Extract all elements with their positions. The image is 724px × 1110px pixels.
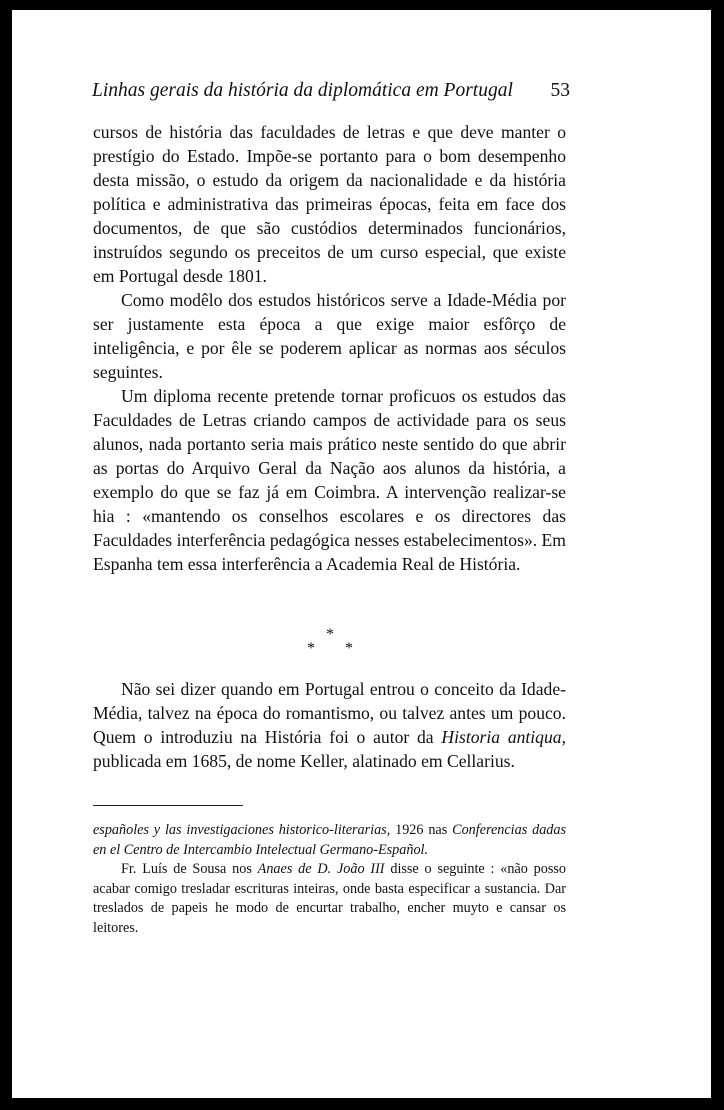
footnote-2 [93,860,566,938]
asterism [302,626,362,666]
paragraph-4 [93,677,566,773]
footnote-1-italic-a: españoles y las investigaciones historico-literarias [93,822,387,838]
running-title: Linhas gerais da história da diplomática em Portugal [92,80,513,101]
paragraph-4-text-b: , publicada em 1685, de nome Keller, alatinado em Cellarius. [93,727,566,771]
footnote-2-text-b: disse o seguinte : «não posso acabar comigo tresladar escrituras inteiras, onde basta especificar a sustancia. Dar treslados de papeis he modo de encurtar trabalho, encher muyto e cansar os leitores. [93,861,566,936]
footnote-2-text-a: Fr. Luís de Sousa nos [121,861,258,877]
asterism-star-top: * [326,626,334,643]
paragraph-4-text-a: Não sei dizer quando em Portugal entrou o conceito da Idade-Média, talvez na época do romantismo, ou talvez antes um pouco. Quem o introduziu na História foi o autor da [93,679,566,747]
footnote-1 [93,821,566,860]
footnotes [93,821,566,938]
running-header [92,80,570,102]
section-text [93,677,566,773]
asterism-star-right: * [345,640,353,657]
paragraph-3: Um diploma recente pretende tornar proficuos os estudos das Faculdades de Letras criando campos de actividade para os seus alunos, nada portanto seria mais prático neste sentido do que abrir as portas do Arquivo Geral da Nação aos alunos da história, a exemplo do que se faz já em Coimbra. A intervenção realizar-se hia : «mantendo os conselhos escolares e os directores das Faculdades interferência pedagógica nesses estabelecimentos». Em Espanha tem essa interferência a Academia Real de História. [93,386,566,574]
paragraph-1: cursos de história das faculdades de letras e que deve manter o prestígio do Estado. Impõe-se portanto para o bom desempenho desta missão, o estudo da origem da nacionalidade e da história política e administrativa das primeiras épocas, feita em face dos documentos, de que são custódios determinados funcionários, instruídos segundo os preceitos de um curso especial, que existe em Portugal desde 1801. [93,122,566,286]
footnote-1-italic-b: Conferencias dadas en el Centro de Intercambio Intelectual Germano-Español. [93,822,566,858]
paragraph-2: Como modêlo dos estudos históricos serve a Idade-Média por ser justamente esta época a que exige maior esfôrço de inteligência, e por êle se poderem aplicar as normas aos séculos seguintes. [93,290,566,382]
book-title-historia-antiqua: Historia antiqua [441,727,562,747]
footnote-2-italic: Anaes de D. João III [257,861,385,877]
footnote-1-text-a: , 1926 nas [386,822,453,838]
footnote-rule [93,805,243,806]
main-text [93,120,566,576]
page-number: 53 [550,80,570,101]
asterism-star-left: * [307,640,315,657]
book-page [12,10,711,1098]
